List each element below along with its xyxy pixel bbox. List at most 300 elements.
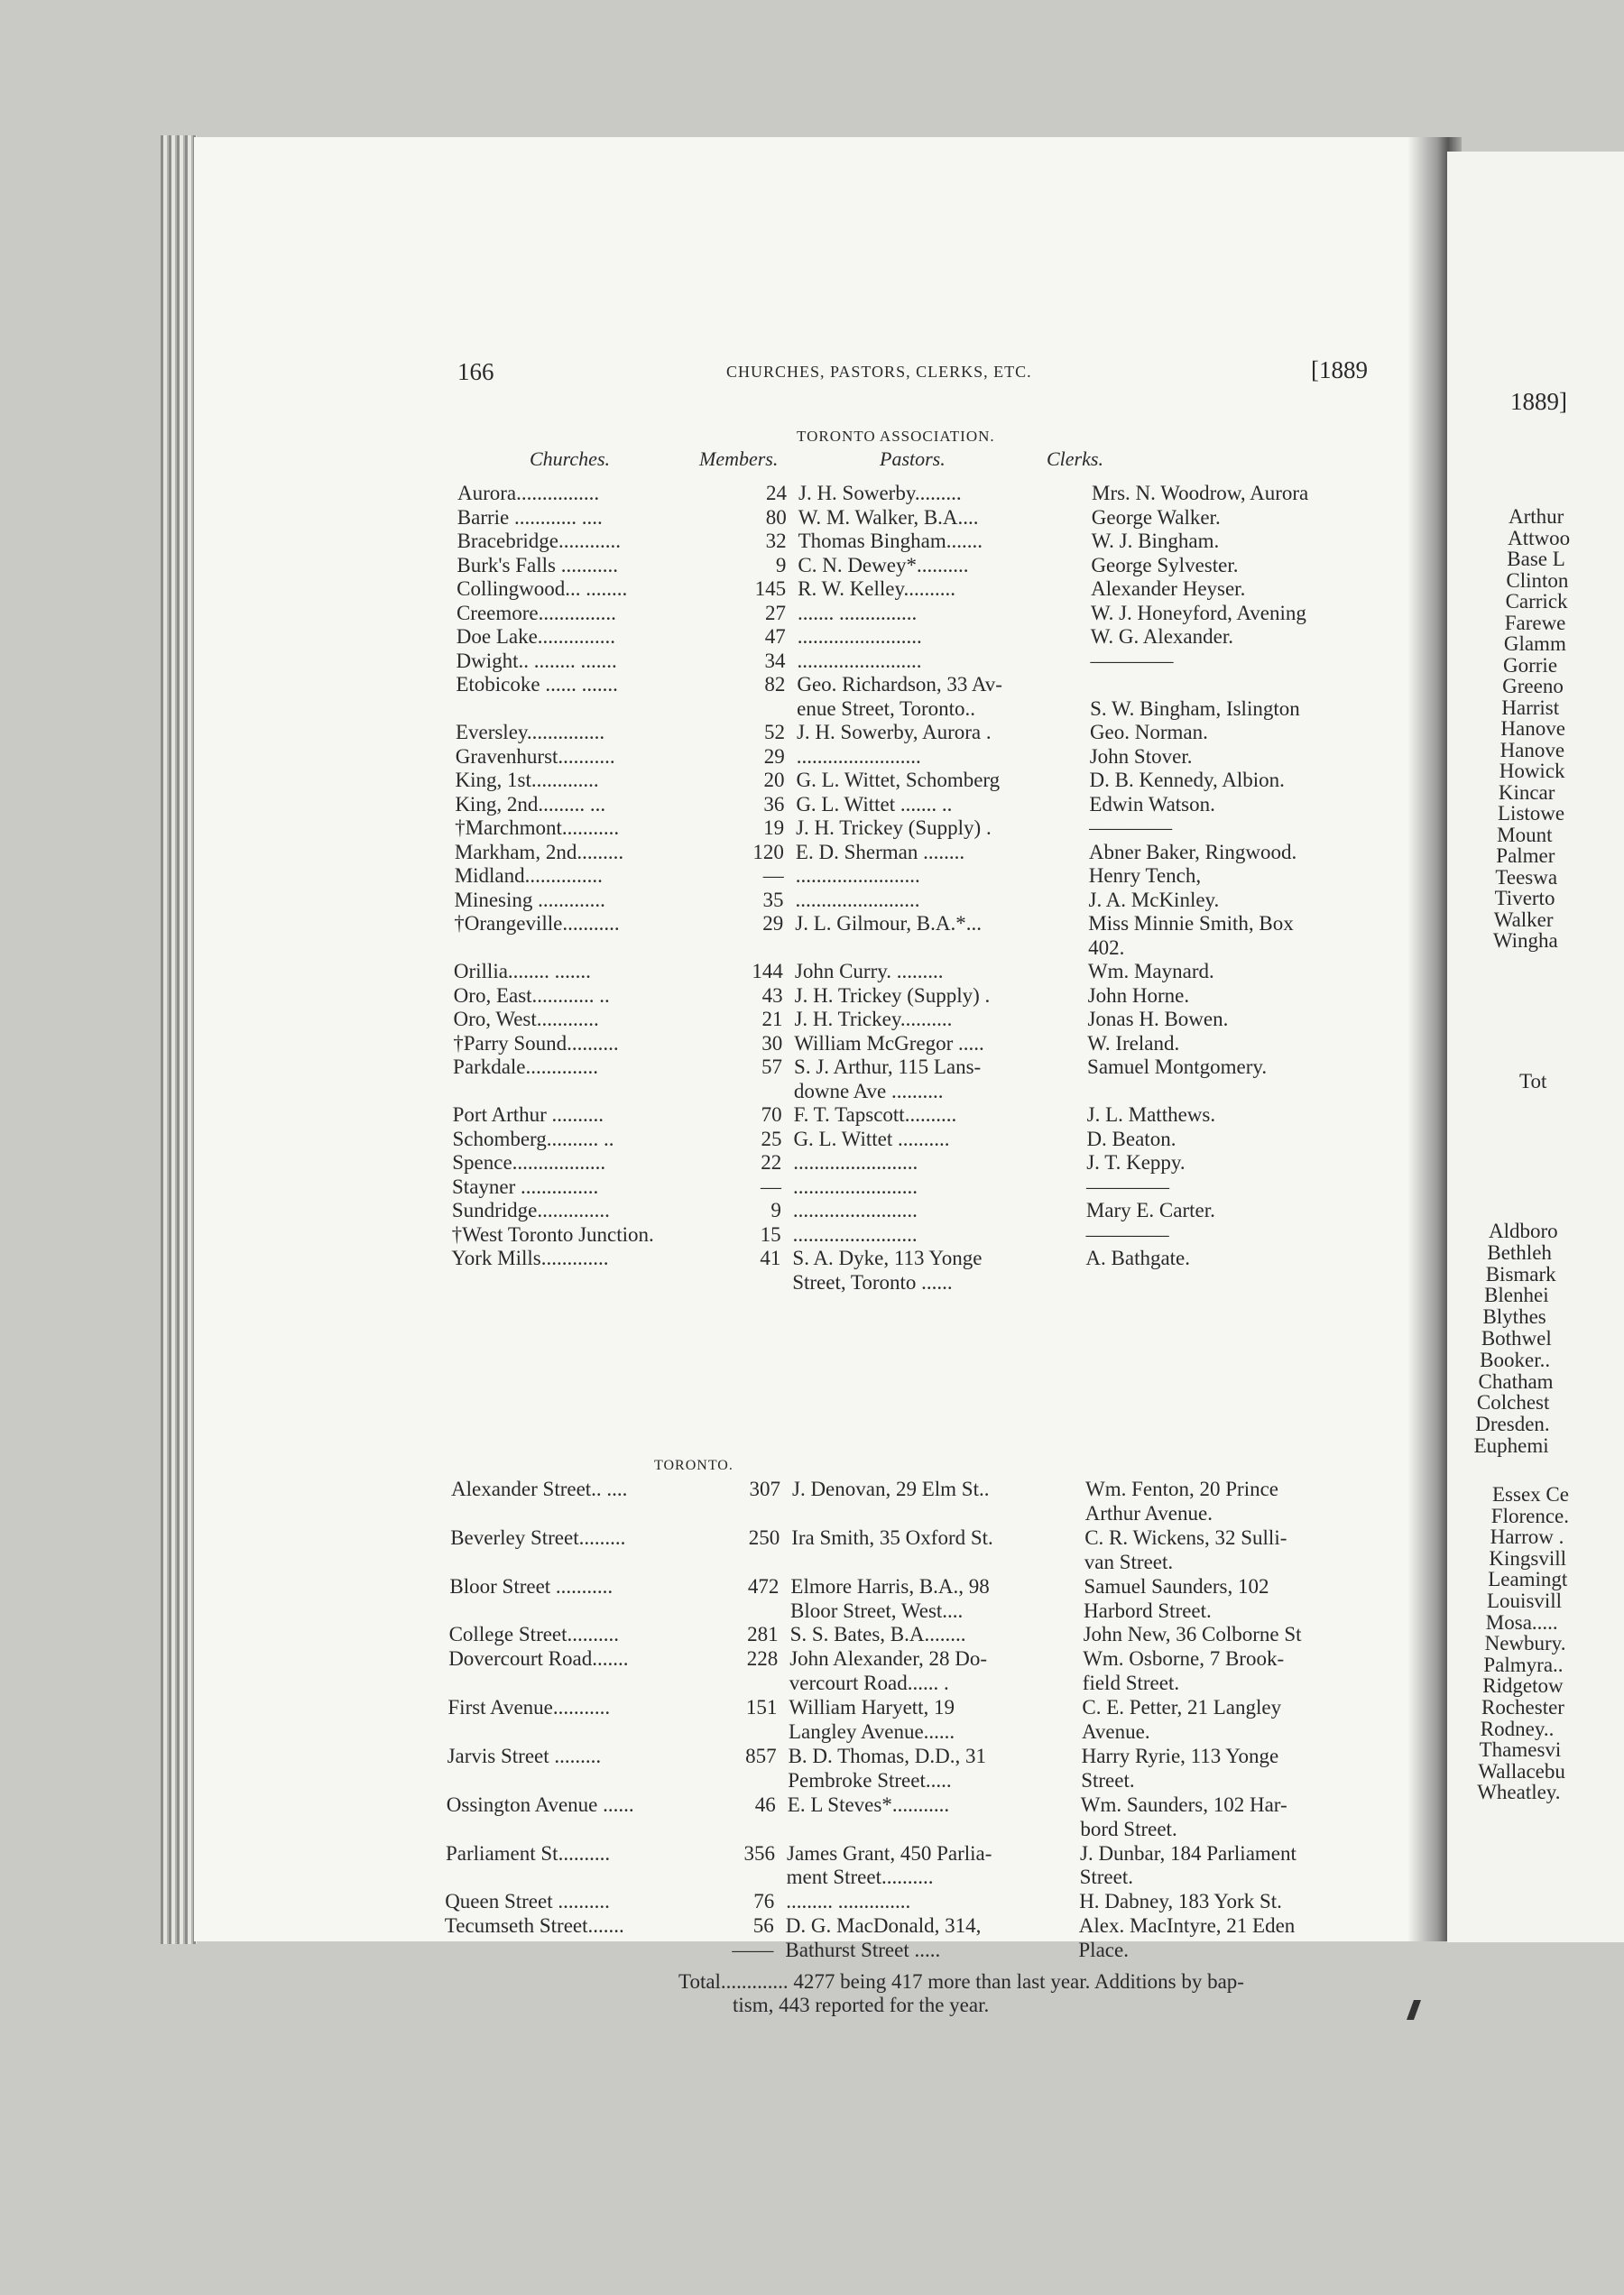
running-head: CHURCHES, PASTORS, CLERKS, ETC. xyxy=(726,363,1032,381)
cell-clerk: van Street. xyxy=(1084,1550,1174,1573)
list-item: Walker xyxy=(1493,908,1554,931)
list-item: Palmyra.. xyxy=(1483,1653,1564,1676)
list-item: Hanove xyxy=(1500,717,1565,740)
cell-church: Spence.................. xyxy=(452,1151,606,1174)
list-item: Ridgetow xyxy=(1482,1674,1564,1698)
cell-clerk: J. A. McKinley. xyxy=(1088,888,1220,911)
table-row xyxy=(444,1939,1418,1963)
table-row xyxy=(453,1103,1427,1128)
cell-clerk: W. J. Honeyford, Avening xyxy=(1090,601,1306,624)
cell-pastor: J. Denovan, 29 Elm St.. xyxy=(792,1478,990,1500)
table-row xyxy=(448,1696,1422,1720)
cell-church: King, 1st............. xyxy=(455,769,599,791)
table-row xyxy=(457,482,1432,506)
cell-pastor: John Curry. ......... xyxy=(794,960,944,982)
cell-pastor: ........................ xyxy=(793,1151,918,1174)
cell-pastor: W. M. Walker, B.A.... xyxy=(798,505,979,529)
list-item: Teeswa xyxy=(1495,865,1558,889)
cell-members: 30 xyxy=(761,1031,783,1055)
table-row xyxy=(449,1575,1424,1599)
cell-members: 24 xyxy=(766,482,787,504)
association-heading: TORONTO ASSOCIATION. xyxy=(797,428,995,445)
table-row xyxy=(445,1914,1419,1939)
cell-church: Burk's Falls ........... xyxy=(457,553,618,576)
cell-members: 356 xyxy=(743,1841,775,1865)
cell-pastor: ........................ xyxy=(793,1175,918,1198)
cell-clerk: C. R. Wickens, 32 Sulli- xyxy=(1084,1525,1287,1549)
page-number: 166 xyxy=(457,358,494,385)
table-row xyxy=(455,793,1429,817)
cell-church: †West Toronto Junction. xyxy=(451,1222,654,1246)
cell-members: 29 xyxy=(763,744,785,768)
cell-pastor: J. H. Trickey (Supply) . xyxy=(794,983,991,1007)
table-row xyxy=(457,530,1432,554)
cell-pastor: Ira Smith, 35 Oxford St. xyxy=(791,1525,993,1549)
cell-church: First Avenue........... xyxy=(448,1696,611,1719)
table-row xyxy=(449,1623,1424,1647)
list-item: Clinton xyxy=(1506,568,1569,592)
list-item: Euphemi xyxy=(1473,1434,1549,1457)
cell-pastor: G. L. Wittet ....... .. xyxy=(796,792,953,816)
cell-pastor: R. W. Kelley.......... xyxy=(798,577,956,600)
table-row xyxy=(453,1032,1427,1056)
cell-clerk: John New, 36 Colborne St xyxy=(1083,1623,1302,1646)
cell-members: 46 xyxy=(754,1793,776,1816)
list-item: Leamingt xyxy=(1488,1568,1568,1591)
cell-clerk: Alexander Heyser. xyxy=(1091,577,1246,600)
cell-pastor: ......... .............. xyxy=(786,1890,911,1913)
cell-clerk: ———— xyxy=(1085,1222,1169,1246)
table-row xyxy=(455,864,1429,889)
cell-members: 228 xyxy=(746,1647,779,1671)
cell-church: Oro, West............ xyxy=(453,1008,599,1030)
cell-clerk: Wm. Maynard. xyxy=(1087,960,1214,982)
cell-members: 57 xyxy=(761,1055,783,1078)
cell-pastor: J. H. Sowerby, Aurora . xyxy=(796,721,992,743)
cell-clerk: Street. xyxy=(1081,1768,1135,1792)
table-row xyxy=(450,1526,1425,1551)
list-item: Wallacebu xyxy=(1478,1759,1565,1783)
list-item: Harrow . xyxy=(1490,1525,1564,1549)
list-item: Dresden. xyxy=(1475,1413,1550,1436)
cell-members: 151 xyxy=(745,1696,778,1719)
cell-members: 80 xyxy=(765,505,787,529)
cell-church: Gravenhurst........... xyxy=(455,744,615,768)
cell-pastor: C. N. Dewey*.......... xyxy=(798,553,969,576)
table-row xyxy=(456,769,1430,793)
cell-clerk: Place. xyxy=(1078,1939,1129,1962)
cell-pastor: John Alexander, 28 Do- xyxy=(789,1647,988,1671)
right-page-total: Tot xyxy=(1519,1070,1547,1092)
cell-pastor: J. H. Trickey.......... xyxy=(794,1008,953,1030)
cell-pastor: Bloor Street, West.... xyxy=(790,1599,964,1622)
cell-members: 56 xyxy=(752,1914,774,1938)
list-item: Gorrie xyxy=(1503,653,1558,677)
cell-pastor: ........................ xyxy=(797,649,922,672)
cell-clerk: Wm. Saunders, 102 Har- xyxy=(1080,1793,1287,1816)
cell-members: 857 xyxy=(745,1744,777,1767)
list-item: Arthur xyxy=(1509,505,1564,528)
cell-church: Aurora................ xyxy=(457,482,600,504)
cell-pastor: B. D. Thomas, D.D., 31 xyxy=(788,1744,986,1767)
cell-pastor: G. L. Wittet, Schomberg xyxy=(796,769,1001,791)
list-item: Farewe xyxy=(1504,611,1566,634)
cell-church: Collingwood... ........ xyxy=(457,577,628,600)
cell-members: 82 xyxy=(764,673,786,696)
cell-clerk: Henry Tench, xyxy=(1088,864,1202,887)
cell-church: Alexander Street.. .... xyxy=(451,1478,628,1500)
list-item: Blenhei xyxy=(1484,1284,1549,1307)
cell-clerk: Samuel Saunders, 102 xyxy=(1084,1574,1269,1598)
cell-members: 19 xyxy=(763,816,785,839)
cell-pastor: Street, Toronto ...... xyxy=(792,1270,953,1294)
cell-members: 307 xyxy=(749,1478,780,1500)
table-row xyxy=(453,1080,1427,1104)
cell-pastor: James Grant, 450 Parlia- xyxy=(787,1841,992,1865)
cell-members: — xyxy=(762,864,784,887)
cell-church: Minesing ............. xyxy=(454,888,605,911)
table-row xyxy=(447,1793,1421,1818)
cell-clerk: Wm. Fenton, 20 Prince xyxy=(1085,1478,1278,1500)
cell-pastor: E. D. Sherman ........ xyxy=(795,840,965,863)
list-item: Tiverto xyxy=(1494,887,1555,909)
table-row xyxy=(451,1271,1426,1295)
table-row xyxy=(446,1866,1420,1890)
cell-clerk: W. G. Alexander. xyxy=(1090,625,1233,648)
cell-church: Creemore............... xyxy=(456,601,616,624)
column-header-pastors: Pastors. xyxy=(880,447,946,470)
cell-church: Midland............... xyxy=(454,864,603,887)
table-row xyxy=(447,1769,1421,1793)
list-item: Rodney.. xyxy=(1480,1717,1555,1740)
cell-clerk: ———— xyxy=(1086,1175,1170,1198)
table-row xyxy=(448,1647,1423,1672)
list-item: Bothwel xyxy=(1481,1327,1552,1350)
cell-clerk: John Stover. xyxy=(1089,744,1193,768)
list-item: Hanove xyxy=(1499,738,1565,761)
page-edges xyxy=(161,135,197,1944)
list-item: Colchest xyxy=(1476,1391,1550,1415)
left-page xyxy=(194,137,1444,2016)
cell-pastor: ment Street.......... xyxy=(786,1866,934,1889)
cell-members: 52 xyxy=(763,721,785,743)
cell-clerk: 402. xyxy=(1088,936,1125,959)
cell-church: Bracebridge............ xyxy=(457,530,621,552)
list-item: Kincar xyxy=(1498,780,1555,804)
table-row xyxy=(448,1720,1422,1745)
cell-church: Queen Street .......... xyxy=(445,1890,610,1913)
list-item: Harrist xyxy=(1501,696,1560,719)
table-row xyxy=(446,1842,1420,1866)
table-row xyxy=(455,889,1429,913)
cell-church: York Mills............. xyxy=(451,1247,609,1269)
cell-clerk: ———— xyxy=(1090,649,1174,672)
cell-pastor: J. H. Trickey (Supply) . xyxy=(796,816,992,839)
cell-church: Port Arthur .......... xyxy=(452,1103,604,1126)
cell-members: 9 xyxy=(775,553,787,576)
cell-church: Barrie ............ .... xyxy=(457,505,603,529)
cell-members: 25 xyxy=(761,1127,782,1150)
cell-clerk: Jonas H. Bowen. xyxy=(1087,1008,1229,1030)
cell-pastor: ........................ xyxy=(797,625,922,648)
table-row xyxy=(456,673,1430,697)
cell-pastor: Elmore Harris, B.A., 98 xyxy=(790,1574,990,1598)
list-item: Mosa..... xyxy=(1485,1610,1558,1634)
cell-clerk: C. E. Petter, 21 Langley xyxy=(1082,1696,1282,1719)
cell-church: King, 2nd......... ... xyxy=(455,792,606,816)
cell-members: 22 xyxy=(761,1151,782,1174)
cell-members: 281 xyxy=(747,1623,779,1646)
cell-pastor: enue Street, Toronto.. xyxy=(797,696,976,720)
table-row xyxy=(457,650,1431,674)
cell-church: Parkdale.............. xyxy=(453,1055,599,1078)
ink-mark xyxy=(1407,2000,1421,2020)
cell-pastor: F. T. Tapscott.......... xyxy=(793,1103,957,1126)
cell-clerk: George Sylvester. xyxy=(1091,553,1239,576)
cell-members: 47 xyxy=(764,625,786,648)
cell-members: 76 xyxy=(753,1890,775,1913)
cell-clerk: W. Ireland. xyxy=(1087,1031,1180,1055)
cell-members: 34 xyxy=(764,649,786,672)
cell-clerk: J. T. Keppy. xyxy=(1086,1151,1186,1174)
list-item: Mount xyxy=(1497,823,1553,846)
cell-clerk: A. Bathgate. xyxy=(1085,1247,1191,1269)
page-year: [1889 xyxy=(1311,356,1368,383)
cell-church: †Parry Sound.......... xyxy=(453,1031,619,1055)
list-item: Greeno xyxy=(1502,675,1564,697)
list-item: Bismark xyxy=(1485,1262,1556,1286)
cell-church: Sundridge.............. xyxy=(451,1199,610,1221)
cell-church: Etobicoke ...... ....... xyxy=(456,673,618,696)
cell-clerk: Alex. MacIntyre, 21 Eden xyxy=(1078,1914,1296,1938)
cell-clerk: field Street. xyxy=(1082,1672,1180,1695)
table-row xyxy=(452,1175,1426,1200)
table-row xyxy=(454,912,1428,936)
cell-members: 144 xyxy=(752,960,783,982)
column-header-clerks: Clerks. xyxy=(1047,447,1103,470)
cell-pastor: G. L. Wittet .......... xyxy=(793,1127,950,1150)
cell-church: Ossington Avenue ...... xyxy=(446,1793,634,1816)
cell-members: 15 xyxy=(760,1222,781,1246)
cell-clerk: J. Dunbar, 184 Parliament xyxy=(1080,1841,1296,1865)
list-item: Base L xyxy=(1507,548,1565,570)
cell-members: 43 xyxy=(761,983,783,1007)
cell-church: Tecumseth Street....... xyxy=(444,1914,624,1938)
table-row xyxy=(446,1818,1420,1842)
cell-clerk: John Horne. xyxy=(1087,983,1190,1007)
total-line: Total............. 4277 being 417 more than last year. Additions by bap- xyxy=(678,1970,1244,1993)
list-item: Booker.. xyxy=(1480,1348,1551,1371)
cell-church: Stayner ............... xyxy=(452,1175,599,1198)
table-row xyxy=(457,506,1432,530)
table-row xyxy=(455,816,1429,841)
cell-pastor: D. G. MacDonald, 314, xyxy=(785,1914,982,1938)
column-header-churches: Churches. xyxy=(530,447,611,470)
cell-pastor: ........................ xyxy=(795,864,920,887)
cell-clerk: Harbord Street. xyxy=(1084,1599,1212,1622)
list-item: Chatham xyxy=(1478,1369,1554,1393)
table-row xyxy=(452,1223,1426,1248)
cell-clerk: S. W. Bingham, Islington xyxy=(1090,696,1300,720)
cell-members: 36 xyxy=(763,792,785,816)
cell-clerk: Abner Baker, Ringwood. xyxy=(1088,840,1297,863)
cell-pastor: William Haryett, 19 xyxy=(789,1696,955,1719)
right-page xyxy=(1447,152,1624,1942)
cell-pastor: downe Ave .......... xyxy=(793,1079,944,1102)
cell-pastor: S. J. Arthur, 115 Lans- xyxy=(794,1055,982,1078)
cell-church: Parliament St.......... xyxy=(446,1841,611,1865)
cell-church: Eversley............... xyxy=(455,721,605,743)
list-item: Carrick xyxy=(1505,590,1568,613)
table-row xyxy=(457,602,1431,626)
cell-pastor: vercourt Road...... . xyxy=(789,1672,949,1695)
cell-pastor: Langley Avenue...... xyxy=(789,1720,955,1743)
cell-church: Markham, 2nd......... xyxy=(454,840,624,863)
cell-clerk: Harry Ryrie, 113 Yonge xyxy=(1081,1744,1279,1767)
cell-clerk: Miss Minnie Smith, Box xyxy=(1088,912,1294,935)
table-row xyxy=(451,1478,1426,1502)
cell-church: †Marchmont........... xyxy=(455,816,620,839)
cell-pastor: J. H. Sowerby......... xyxy=(798,482,962,504)
list-item: Glamm xyxy=(1503,632,1566,655)
table-row xyxy=(453,1055,1427,1080)
cell-clerk: Mary E. Carter. xyxy=(1085,1199,1215,1221)
cell-members: 27 xyxy=(764,601,786,624)
cell-members: 41 xyxy=(760,1247,781,1269)
list-item: Listowe xyxy=(1498,802,1565,825)
cell-pastor: ........................ xyxy=(796,744,921,768)
cell-church: Bloor Street ........... xyxy=(449,1574,614,1598)
cell-pastor: ........................ xyxy=(792,1199,918,1221)
cell-members: 145 xyxy=(754,577,787,600)
cell-pastor: ........................ xyxy=(795,888,920,911)
cell-clerk: Edwin Watson. xyxy=(1089,792,1215,816)
cell-clerk: H. Dabney, 183 York St. xyxy=(1079,1890,1282,1913)
right-page-year: 1889] xyxy=(1510,388,1567,415)
cell-pastor: Bathurst Street ..... xyxy=(785,1939,941,1962)
table-row xyxy=(457,625,1431,650)
table-row xyxy=(454,936,1428,961)
cell-church: College Street.......... xyxy=(448,1623,620,1646)
cell-pastor: Geo. Richardson, 33 Av- xyxy=(797,673,1002,696)
cell-clerk: George Walker. xyxy=(1091,505,1221,529)
total-line-continued: tism, 443 reported for the year. xyxy=(733,1994,990,2016)
cell-members: 21 xyxy=(761,1008,783,1030)
cell-clerk: Avenue. xyxy=(1082,1720,1150,1743)
table-row xyxy=(452,1151,1426,1175)
list-item: Wingha xyxy=(1492,929,1558,952)
list-item: Kingsvill xyxy=(1489,1546,1567,1570)
table-row xyxy=(456,721,1430,745)
cell-members: 472 xyxy=(747,1574,780,1598)
table-row xyxy=(448,1672,1423,1696)
cell-clerk: J. L. Matthews. xyxy=(1086,1103,1216,1126)
cell-pastor: Pembroke Street..... xyxy=(788,1768,952,1792)
cell-church: Dovercourt Road....... xyxy=(448,1647,629,1671)
table-row xyxy=(451,1502,1426,1526)
cell-members: 120 xyxy=(752,840,784,863)
cell-members: —— xyxy=(732,1939,774,1962)
cell-clerk: W. J. Bingham. xyxy=(1091,530,1220,552)
table-row xyxy=(456,697,1430,722)
table-row xyxy=(448,1745,1422,1769)
cell-members: 32 xyxy=(765,530,787,552)
column-header-members: Members. xyxy=(699,447,779,470)
cell-pastor: ....... ............... xyxy=(797,601,918,624)
cell-clerk: bord Street. xyxy=(1080,1817,1177,1840)
list-item: Palmer xyxy=(1496,844,1555,867)
cell-church: Schomberg.......... .. xyxy=(452,1127,614,1150)
cell-clerk: Wm. Osborne, 7 Brook- xyxy=(1083,1647,1285,1671)
list-item: Rochester xyxy=(1481,1696,1564,1719)
table-row xyxy=(457,577,1431,602)
cell-members: 70 xyxy=(761,1103,782,1126)
list-item: Bethleh xyxy=(1487,1240,1552,1264)
cell-pastor: J. L. Gilmour, B.A.*... xyxy=(795,912,983,935)
list-item: Louisvill xyxy=(1487,1590,1563,1612)
cell-church: Dwight.. ........ ....... xyxy=(456,649,617,672)
cell-members: 250 xyxy=(748,1525,780,1549)
cell-clerk: Street. xyxy=(1079,1866,1133,1889)
table-row xyxy=(449,1599,1424,1624)
table-row xyxy=(452,1128,1426,1152)
cell-clerk: Geo. Norman. xyxy=(1089,721,1208,743)
cell-church: Oro, East............ .. xyxy=(453,983,610,1007)
cell-pastor: ........................ xyxy=(792,1222,918,1246)
list-item: Thamesvi xyxy=(1479,1738,1562,1762)
cell-members: 9 xyxy=(770,1199,781,1221)
cell-pastor: S. A. Dyke, 113 Yonge xyxy=(792,1247,983,1269)
cell-clerk: Mrs. N. Woodrow, Aurora xyxy=(1092,482,1309,504)
table-row xyxy=(451,1247,1426,1271)
cell-clerk: Arthur Avenue. xyxy=(1084,1501,1213,1525)
cell-clerk: D. B. Kennedy, Albion. xyxy=(1089,769,1285,791)
cell-pastor: S. S. Bates, B.A........ xyxy=(789,1623,966,1646)
list-item: Blythes xyxy=(1482,1305,1546,1329)
cell-church: Doe Lake............... xyxy=(456,625,616,648)
list-item: Howick xyxy=(1499,760,1565,782)
toronto-heading: TORONTO. xyxy=(654,1458,734,1473)
cell-church: Beverley Street......... xyxy=(450,1525,626,1549)
list-item: Newbury. xyxy=(1484,1632,1566,1655)
table-row xyxy=(452,1199,1426,1223)
table-row xyxy=(450,1551,1425,1575)
cell-members: 35 xyxy=(762,888,784,911)
cell-pastor: William McGregor ..... xyxy=(794,1031,984,1055)
table-row xyxy=(454,984,1428,1009)
cell-pastor: Thomas Bingham....... xyxy=(798,530,983,552)
table-row xyxy=(454,960,1428,984)
cell-clerk: Samuel Montgomery. xyxy=(1087,1055,1268,1078)
cell-members: 20 xyxy=(763,769,785,791)
list-item: Aldboro xyxy=(1489,1220,1558,1242)
list-item: Florence. xyxy=(1490,1504,1570,1527)
cell-members: — xyxy=(761,1175,782,1198)
list-item: Attwoo xyxy=(1508,526,1571,549)
table-row xyxy=(457,554,1431,578)
table-row xyxy=(455,841,1429,865)
table-row xyxy=(456,745,1430,770)
cell-members: 29 xyxy=(762,912,784,935)
list-item: Essex Ce xyxy=(1492,1483,1569,1506)
cell-church: Jarvis Street ......... xyxy=(447,1744,602,1767)
cell-church: Orillia........ ....... xyxy=(453,960,591,982)
cell-clerk: D. Beaton. xyxy=(1086,1127,1176,1150)
table-row xyxy=(453,1008,1427,1032)
table-row xyxy=(445,1890,1419,1914)
cell-church: †Orangeville........... xyxy=(454,912,620,935)
cell-pastor: E. L Steves*........... xyxy=(787,1793,950,1816)
